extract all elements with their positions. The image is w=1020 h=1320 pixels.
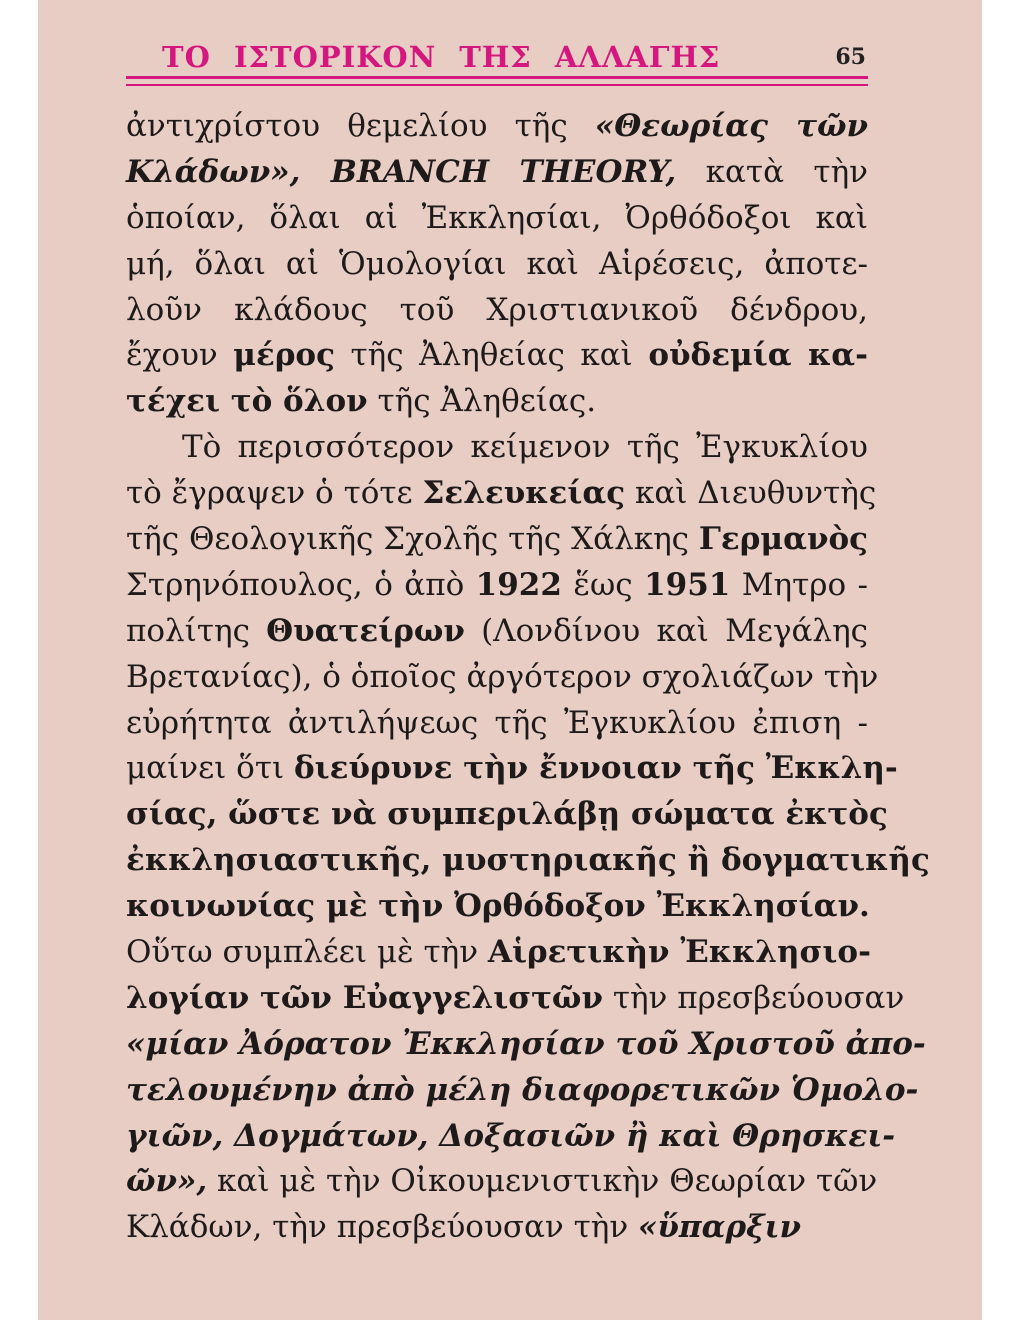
text-line <box>126 333 868 379</box>
text-span: Τὸ περισσότερον κείμενον τῆς Ἐγκυκλίου <box>182 429 868 466</box>
emphasized-text: μέρος <box>233 337 335 374</box>
text-span: ἕως <box>561 566 645 603</box>
body-text <box>126 104 930 1251</box>
text-line <box>126 563 868 609</box>
page-number: 65 <box>835 44 866 70</box>
text-span: (Λονδίνου καὶ Μεγάλης <box>464 612 868 649</box>
emphasized-text: Σελευκείας <box>422 475 626 512</box>
header-rule-thick <box>126 76 868 79</box>
text-span: τὴν πρεσβεύουσαν <box>602 979 905 1016</box>
text-line <box>126 792 888 838</box>
emphasized-text: «ὕπαρξιν <box>638 1209 801 1246</box>
text-span: Στρηνόπουλος, ὁ ἀπὸ <box>126 566 476 603</box>
text-span: τὸ ἔγραψεν ὁ τότε <box>126 475 423 512</box>
text-span: τῆς Ἀληθείας καὶ <box>335 337 649 374</box>
emphasized-text: οὐδεμία κα- <box>648 337 868 374</box>
text-line <box>126 379 868 425</box>
emphasized-text: 1922 <box>475 566 562 603</box>
text-line <box>126 838 930 884</box>
text-span: ὁποίαν, ὅλαι αἱ Ἐκκλησίαι, Ὀρθόδοξοι καὶ <box>126 199 868 236</box>
page-header <box>126 36 868 80</box>
text-span: Βρετανίας), ὁ ὁποῖος ἀργότερον σχολιάζων τὴν <box>126 658 879 695</box>
text-line <box>126 1114 896 1160</box>
text-line <box>126 104 868 150</box>
emphasized-text: λογίαν τῶν Εὐαγγελιστῶν <box>126 979 603 1016</box>
text-span: Μητρο - <box>730 566 868 603</box>
running-title: ΤΟ ΙΣΤΟΡΙΚΟΝ ΤΗΣ ΑΛΛΑΓΗΣ <box>162 40 721 74</box>
emphasized-text: Γερμανὸς <box>698 521 868 558</box>
text-line <box>126 701 868 747</box>
text-span: καὶ μὲ τὴν Οἰκουμενιστικὴν Θεωρίαν τῶν <box>207 1163 878 1200</box>
text-span: τῆς Θεολογικῆς Σχολῆς τῆς Χάλκης <box>126 521 699 558</box>
text-span: κατὰ τὴν <box>676 153 869 190</box>
text-line <box>126 655 879 701</box>
text-line <box>126 471 877 517</box>
emphasized-text: ἐκκλησιαστικῆς, μυστηριακῆς ἢ δογματικῆς <box>126 842 930 879</box>
text-line <box>126 976 905 1022</box>
emphasized-text: γιῶν, Δογμάτων, Δοξασιῶν ἢ καὶ Θρησκει- <box>126 1117 896 1154</box>
header-rule-thin <box>126 84 868 86</box>
text-span: λοῦν κλάδους τοῦ Χριστιανικοῦ δένδρου, <box>126 291 868 328</box>
text-line <box>126 1068 919 1114</box>
emphasized-text: τέχει τὸ ὅλον <box>126 383 368 420</box>
text-line <box>126 517 868 563</box>
text-span: τῆς Ἀληθείας. <box>367 383 597 420</box>
text-span: πολίτης <box>126 612 267 649</box>
text-span: μή, ὅλαι αἱ Ὁμολογίαι καὶ Αἱρέσεις, ἀποτε- <box>126 245 868 282</box>
text-span: ἀντιχρίστου θεμελίου τῆς <box>126 108 595 144</box>
text-line <box>126 1205 868 1251</box>
emphasized-text: 1951 <box>644 566 731 603</box>
text-span: καὶ Διευθυντὴς <box>625 475 877 512</box>
text-span: μαίνει ὅτι <box>126 750 294 787</box>
emphasized-text: κοινωνίας μὲ τὴν Ὀρθόδοξον Ἐκκλησίαν. <box>126 888 870 925</box>
text-line <box>126 150 868 196</box>
emphasized-text: ῶν», <box>126 1163 208 1200</box>
text-line <box>126 746 898 792</box>
text-line <box>126 288 868 334</box>
text-line <box>126 884 868 930</box>
emphasized-text: «μίαν Ἀόρατον Ἐκκλησίαν τοῦ Χριστοῦ ἀπο- <box>126 1025 926 1062</box>
emphasized-text: Αἱρετικὴν Ἐκκλησιο- <box>487 934 871 971</box>
text-line <box>126 609 868 655</box>
text-line <box>126 930 871 976</box>
emphasized-text: «Θεωρίας τῶν <box>594 108 868 144</box>
text-span: Κλάδων, τὴν πρεσβεύουσαν τὴν <box>126 1209 639 1246</box>
text-line <box>126 1159 878 1205</box>
text-span: ἔχουν <box>126 337 234 374</box>
emphasized-text: Θυατείρων <box>266 612 465 649</box>
text-line <box>126 1022 926 1068</box>
text-line <box>126 242 868 288</box>
text-span: εὐρήτητα ἀντιλήψεως τῆς Ἐγκυκλίου ἐπιση - <box>126 704 868 741</box>
emphasized-text: διεύρυνε τὴν ἔννοιαν τῆς Ἐκκλη- <box>293 750 898 787</box>
emphasized-text: σίας, ὥστε νὰ συμπεριλάβῃ σώματα ἐκτὸς <box>126 796 888 833</box>
text-line <box>126 196 868 242</box>
text-span: Οὕτω συμπλέει μὲ τὴν <box>126 934 488 971</box>
emphasized-text: τελουμένην ἀπὸ μέλη διαφορετικῶν Ὁμολο- <box>126 1071 919 1108</box>
emphasized-text: Κλάδων», BRANCH THEORY, <box>126 153 677 190</box>
text-line <box>126 425 868 471</box>
